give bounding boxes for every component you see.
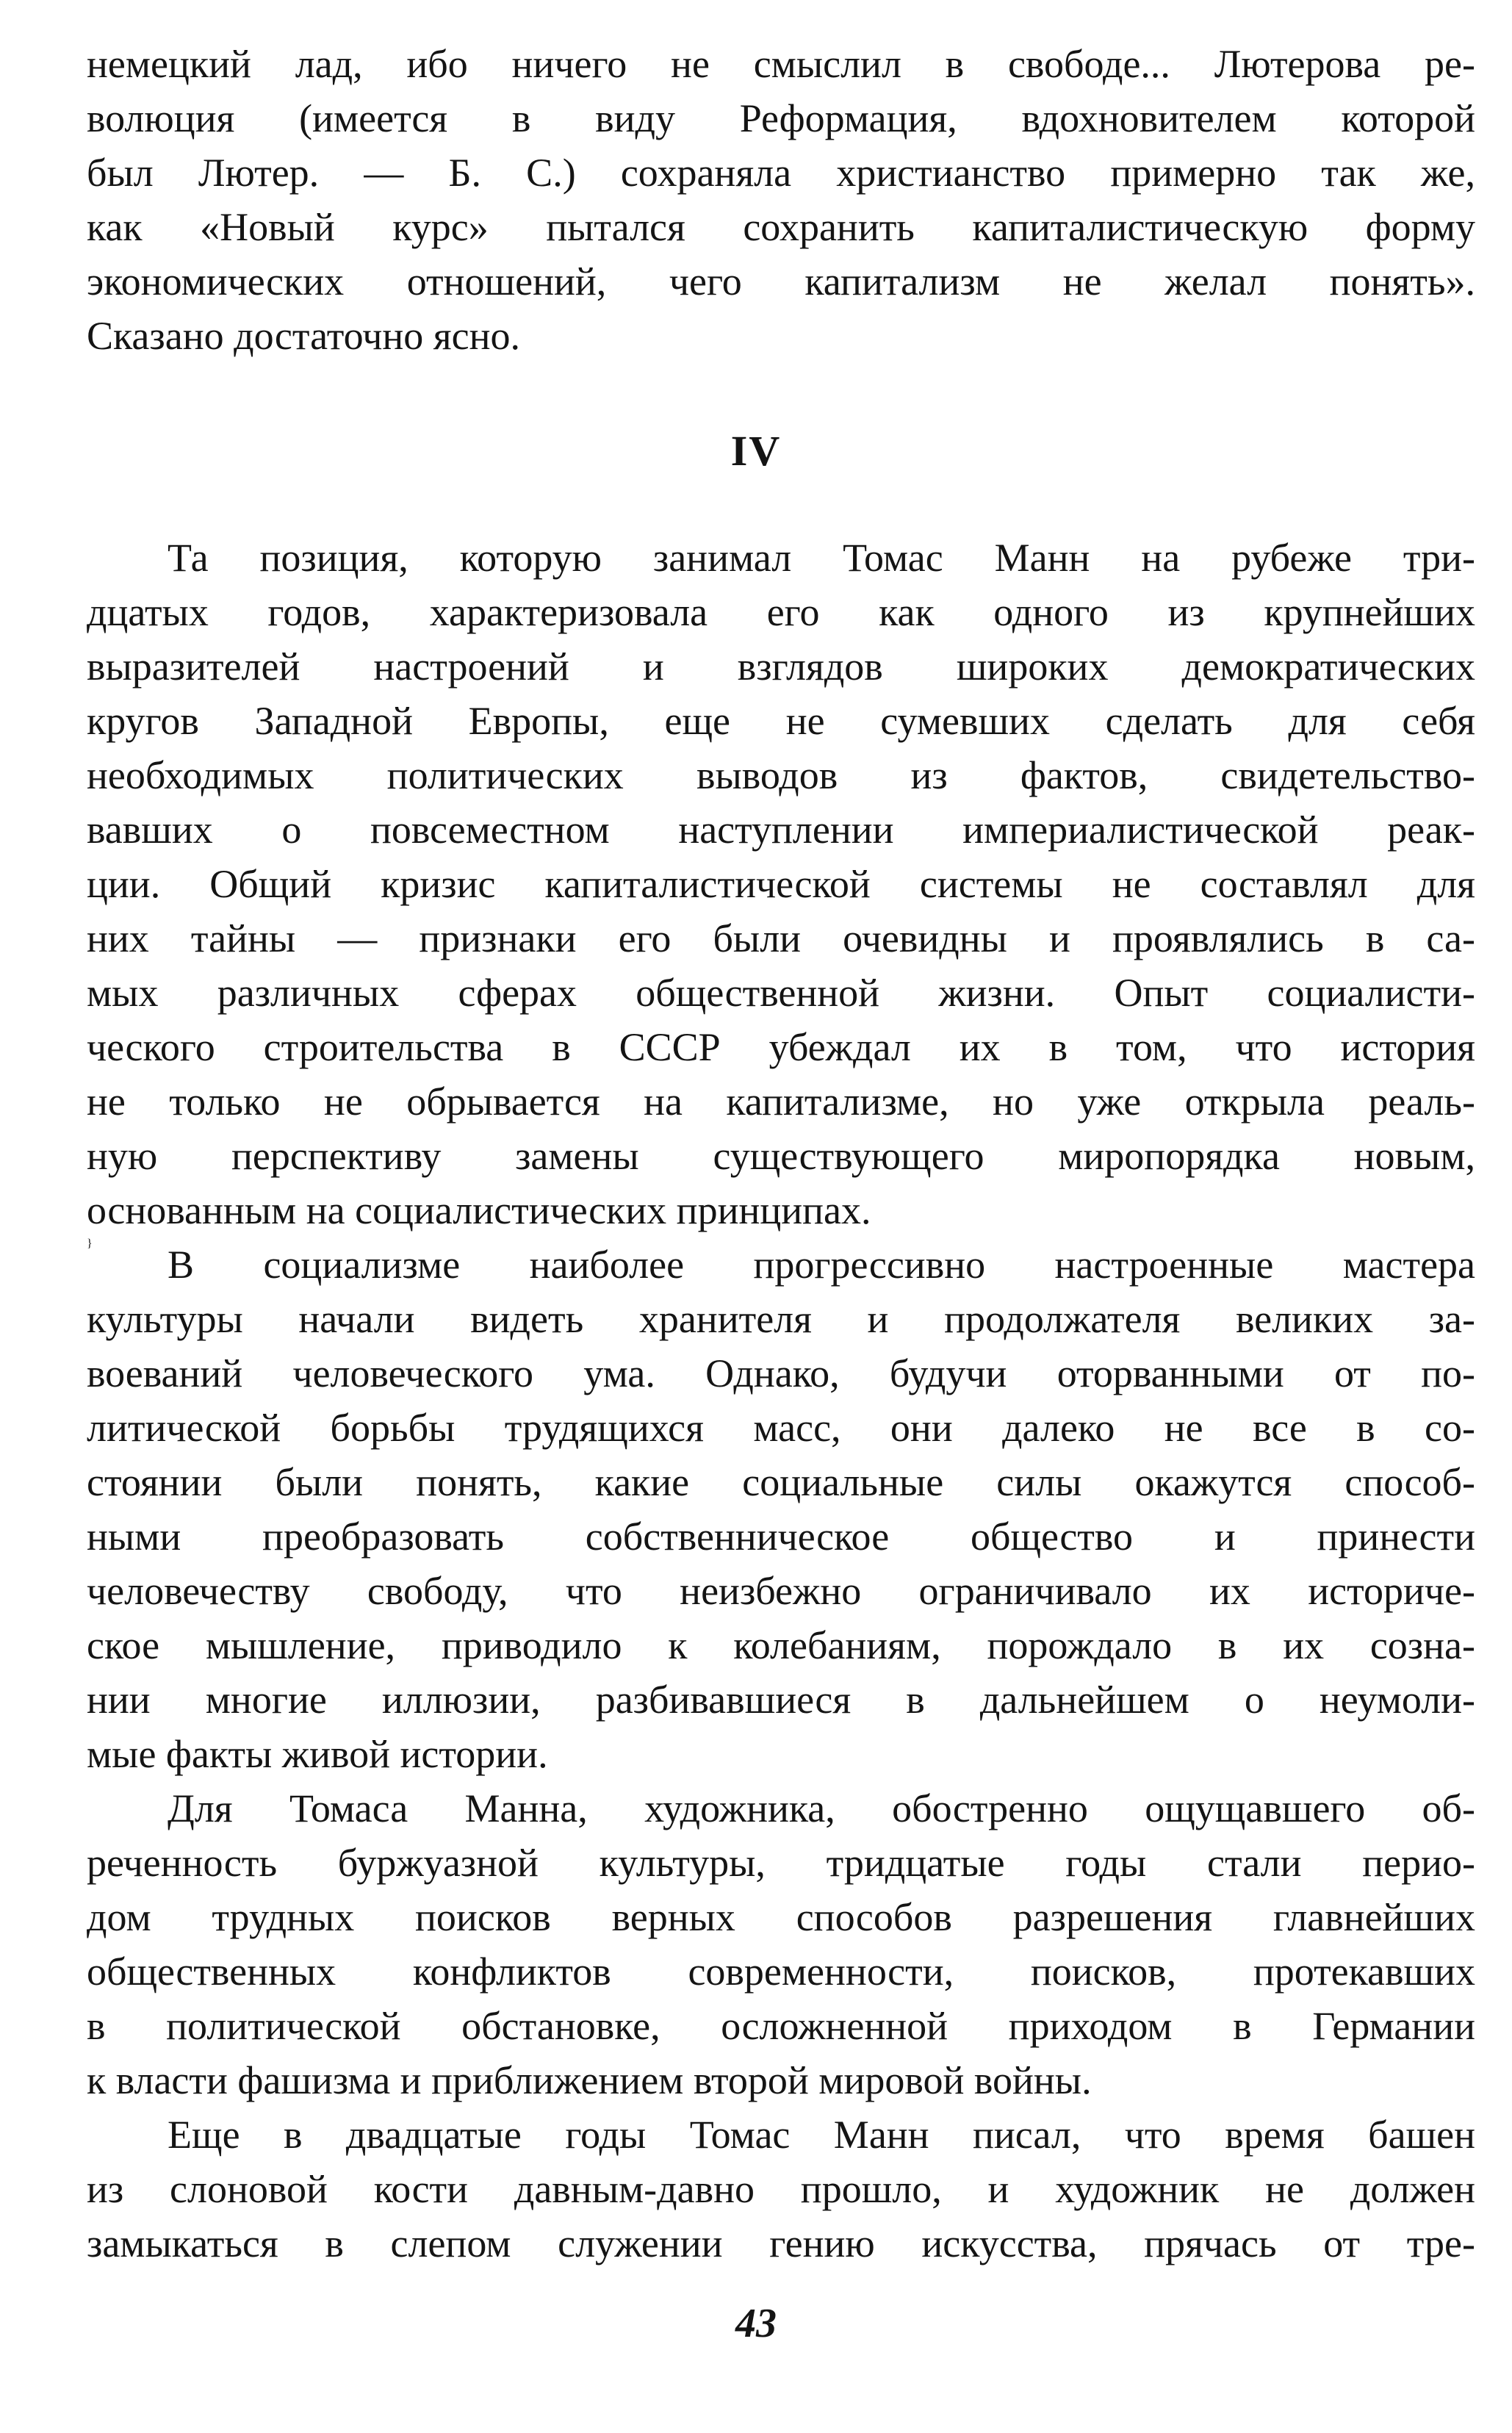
text-line: дцатых годов, характеризовала его как одного из крупнейших <box>87 590 1475 634</box>
text-line: как «Новый курс» пытался сохранить капиталистическую форму <box>87 205 1475 249</box>
text-line: экономических отношений, чего капитализм не желал понять». <box>87 259 1475 303</box>
text-line: основанным на социалистических принципах. <box>87 1188 871 1232</box>
text-line: кругов Западной Европы, еще не сумевших сделать для себя <box>87 699 1475 743</box>
text-line: мых различных сферах общественной жизни. Опыт социалисти- <box>87 971 1475 1015</box>
text-line: ными преобразовать собственническое общество и принести <box>87 1514 1475 1559</box>
text-line: Сказано достаточно ясно. <box>87 314 520 358</box>
text-line: Еще в двадцатые годы Томас Манн писал, что время башен <box>168 2113 1475 2157</box>
text-line: был Лютер. — Б. С.) сохраняла христианство примерно так же, <box>87 151 1475 195</box>
text-line: стоянии были понять, какие социальные силы окажутся способ- <box>87 1460 1475 1504</box>
text-line: Для Томаса Манна, художника, обостренно ощущавшего об- <box>168 1786 1475 1830</box>
paragraph-2: В социализме наиболее прогрессивно настроенные мастера культуры начали видеть хранителя и продолжателя великих за- воеваний человеческого ума. Однако, будучи оторванными от по- литической борьбы трудящихся масс, они далеко не все в со- стоянии были понять, какие социальные силы окажутся способ- ными преобразовать собственническое общество и принести человечеству свободу, что неизбежно ограничивало их историче- ское мышление, приводило к колебаниям, порождало в их созна- нии многие иллюзии, разбивавшиеся в дальнейшем о неумоли- мые факты живой истории. } <box>87 1237 1475 1251</box>
text-line: ское мышление, приводило к колебаниям, порождало в их созна- <box>87 1623 1475 1667</box>
text-line: мые факты живой истории. <box>87 1732 548 1776</box>
text-line: человечеству свободу, что неизбежно ограничивало их историче- <box>87 1569 1475 1613</box>
text-line: к власти фашизма и приближением второй мировой войны. <box>87 2058 1092 2102</box>
text-line: выразителей настроений и взглядов широких демократических <box>87 644 1475 689</box>
text-line: немецкий лад, ибо ничего не смыслил в свободе... Лютерова ре- <box>87 42 1475 86</box>
text-line: литической борьбы трудящихся масс, они далеко не все в со- <box>87 1406 1475 1450</box>
text-line: в политической обстановке, осложненной приходом в Германии <box>87 2004 1475 2048</box>
text-line: дом трудных поисков верных способов разрешения главнейших <box>87 1895 1475 1939</box>
text-line: реченность буржуазной культуры, тридцатые годы стали перио- <box>87 1841 1475 1885</box>
text-line: ции. Общий кризис капиталистической системы не составлял для <box>87 862 1475 906</box>
text-line: В социализме наиболее прогрессивно настроенные мастера <box>168 1243 1475 1287</box>
text-line: Та позиция, которую занимал Томас Манн на рубеже три- <box>168 536 1475 580</box>
text-line: необходимых политических выводов из фактов, свидетельство- <box>87 753 1475 797</box>
text-line: них тайны — признаки его были очевидны и проявлялись в са- <box>87 916 1475 960</box>
text-line: замыкаться в слепом служении гению искусства, прячась от тре- <box>87 2221 1475 2265</box>
text-line: нии многие иллюзии, разбивавшиеся в дальнейшем о неумоли- <box>87 1678 1475 1722</box>
page-number: 43 <box>735 2301 777 2346</box>
text-line: воеваний человеческого ума. Однако, будучи оторванными от по- <box>87 1351 1475 1395</box>
text-line: волюция (имеется в виду Реформация, вдохновителем которой <box>87 96 1475 140</box>
text-line: из слоновой кости давным-давно прошло, и художник не должен <box>87 2167 1475 2211</box>
text-line: культуры начали видеть хранителя и продолжателя великих за- <box>87 1297 1475 1341</box>
text-line: не только не обрывается на капитализме, но уже открыла реаль- <box>87 1079 1475 1124</box>
section-heading: IV <box>730 427 782 475</box>
text-line: ную перспективу замены существующего миропорядка новым, <box>87 1134 1475 1178</box>
text-line: вавших о повсеместном наступлении империалистической реак- <box>87 808 1475 852</box>
text-line: общественных конфликтов современности, поисков, протекавших <box>87 1949 1475 1994</box>
text-line: ческого строительства в СССР убеждал их в том, что история <box>87 1025 1475 1069</box>
